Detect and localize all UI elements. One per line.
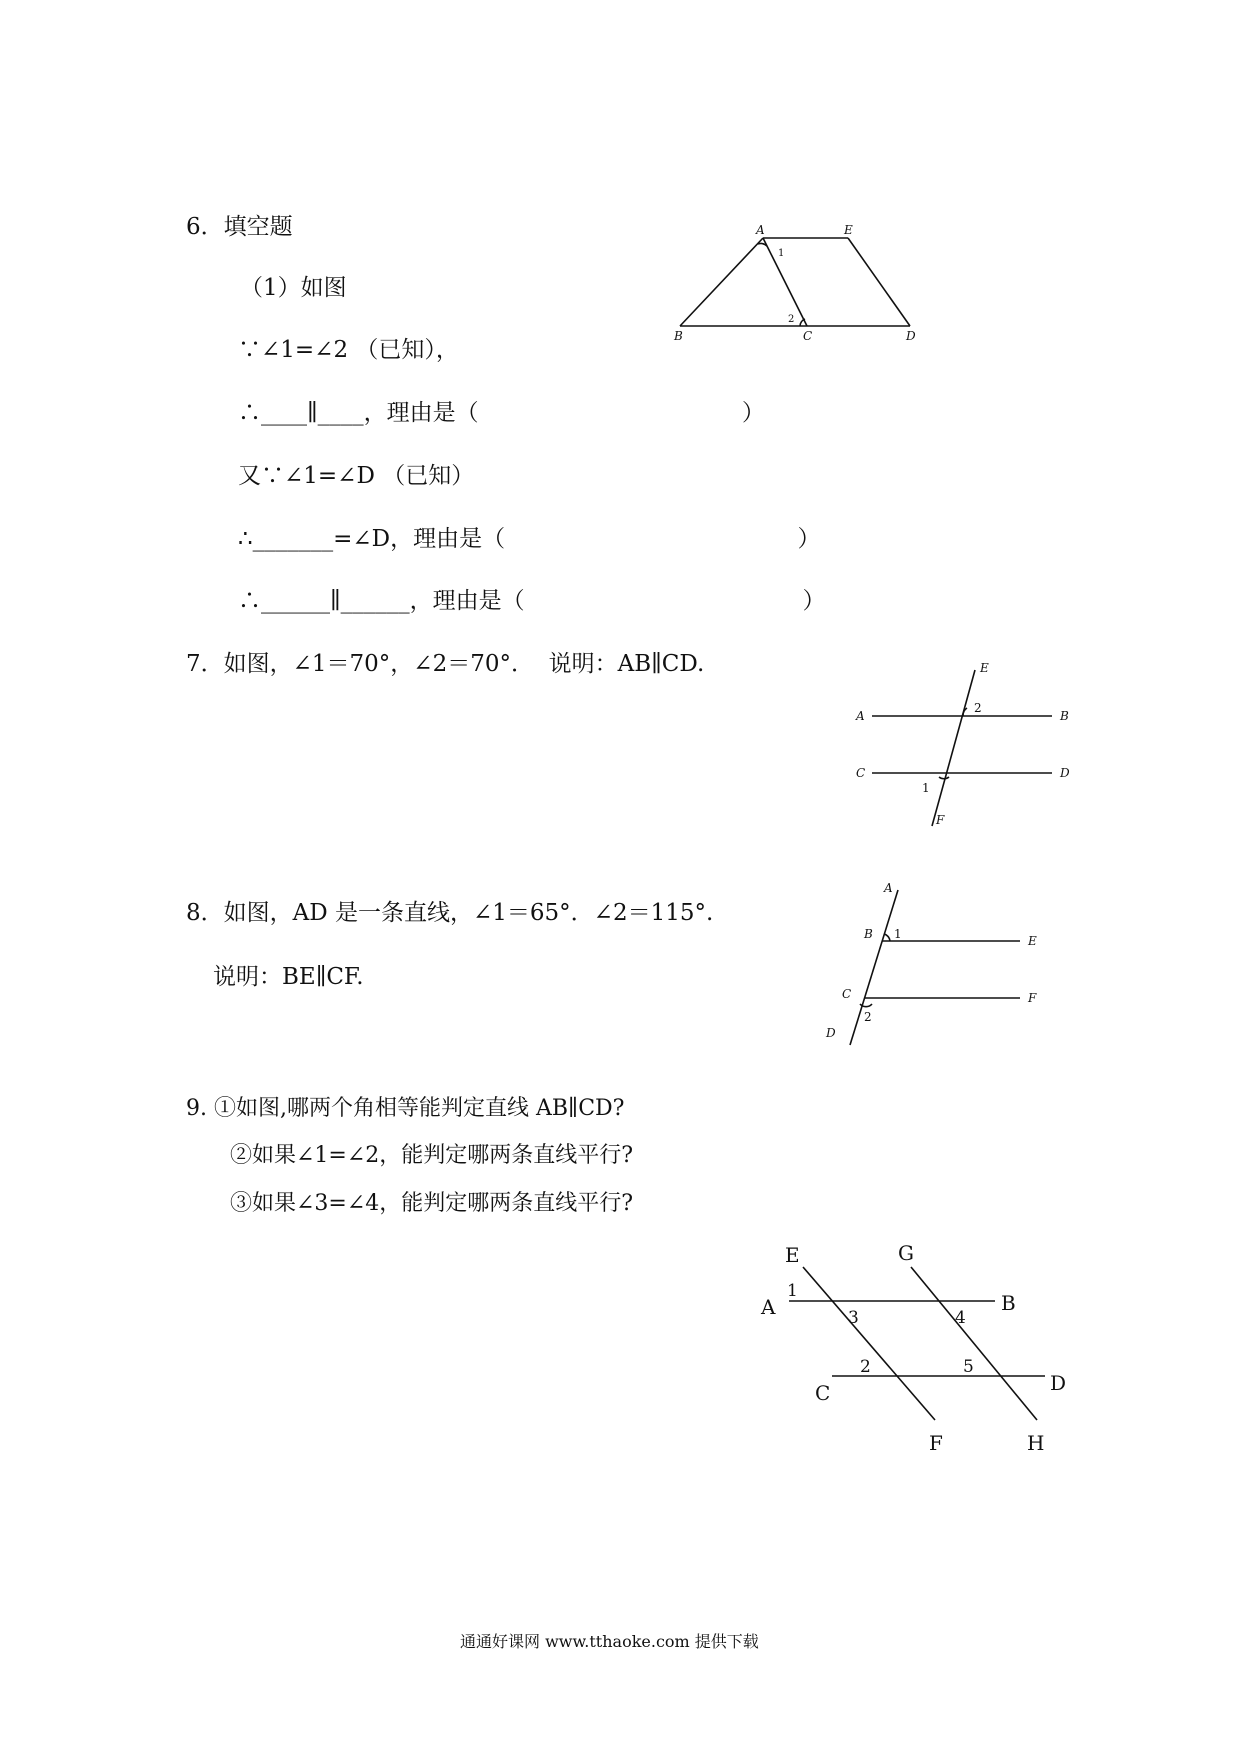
q9-label-angle-4: 4 [955, 1308, 966, 1328]
q7-label-angle-1: 1 [922, 781, 930, 795]
segment-ed [848, 238, 910, 326]
q9-label-f: F [929, 1431, 943, 1455]
q7-label-e: E [980, 661, 989, 675]
q7-label-d: D [1060, 766, 1070, 780]
q8-label-angle-2: 2 [864, 1010, 872, 1024]
q6-label-a: A [756, 223, 765, 237]
q8-figure [820, 880, 1060, 1055]
q8-subtitle: 说明：BE∥CF. [213, 964, 364, 990]
q7-label-b: B [1060, 709, 1069, 723]
q9-label-b: B [1001, 1291, 1016, 1315]
q8-text: 8．如图，AD 是一条直线，∠1＝65°．∠2＝115°. [186, 900, 714, 926]
q9-label-e: E [785, 1243, 800, 1267]
q7-figure [850, 660, 1090, 835]
q8-label-b: B [864, 927, 873, 941]
q6-line-3: 又∵∠1=∠D （已知） [238, 463, 475, 489]
segment-ab [680, 238, 763, 326]
q9-label-d: D [1050, 1371, 1067, 1395]
q8-label-angle-1: 1 [894, 927, 902, 941]
q9-label-angle-1: 1 [787, 1281, 798, 1301]
q8-label-d: D [826, 1026, 836, 1040]
q6-label-b: B [674, 329, 683, 343]
q7-label-a: A [856, 709, 865, 723]
segment-ac [763, 238, 807, 326]
q8-label-c: C [842, 987, 852, 1001]
q8-label-f: F [1028, 991, 1037, 1005]
q7-text: 7．如图，∠1＝70°，∠2＝70°． 说明：AB∥CD. [186, 651, 705, 677]
transversal-ef [932, 670, 975, 826]
q6-label-d: D [906, 329, 916, 343]
q9-line-3: ③如果∠3=∠4，能判定哪两条直线平行? [230, 1191, 634, 1216]
q6-label-e: E [844, 223, 853, 237]
q9-label-c: C [815, 1381, 831, 1405]
q7-label-f: F [936, 813, 945, 827]
q9-label-a: A [761, 1295, 776, 1319]
q8-label-e: E [1028, 934, 1037, 948]
q9-line-1: 9. ①如图,哪两个角相等能判定直线 AB∥CD? [186, 1096, 625, 1121]
q6-line-5: ∴______∥______，理由是（ ） [238, 588, 826, 614]
q6-label-angle-2: 2 [788, 314, 795, 325]
q6-label-c: C [803, 329, 813, 343]
q9-line-2: ②如果∠1=∠2，能判定哪两条直线平行? [230, 1143, 634, 1168]
q9-label-angle-2: 2 [860, 1357, 871, 1377]
q9-label-g: G [898, 1241, 914, 1265]
line-ad [850, 890, 898, 1045]
q9-figure [745, 1240, 1080, 1455]
q7-label-angle-2: 2 [974, 701, 982, 715]
line-gh [911, 1267, 1037, 1420]
q9-label-angle-5: 5 [963, 1357, 974, 1377]
q6-line-1: ∵∠1=∠2 （已知）， [238, 337, 459, 363]
q9-label-h: H [1027, 1431, 1045, 1455]
q6-subtitle: （1）如图 [240, 275, 347, 301]
q9-label-angle-3: 3 [848, 1308, 859, 1328]
angle-1-arc [939, 777, 949, 779]
angle-1-arc [884, 934, 890, 941]
q6-label-angle-1: 1 [778, 248, 785, 259]
q7-label-c: C [856, 766, 866, 780]
q6-line-2: ∴____∥____，理由是（ ） [238, 400, 765, 426]
q6-figure [670, 220, 930, 350]
footer-text: 通通好课网 www.tthaoke.com 提供下载 [460, 1632, 759, 1651]
q6-title: 6．填空题 [186, 214, 293, 240]
q8-label-a: A [884, 881, 893, 895]
q6-line-4: ∴_______=∠D，理由是（ ） [238, 526, 821, 552]
angle-2-arc [800, 319, 805, 326]
